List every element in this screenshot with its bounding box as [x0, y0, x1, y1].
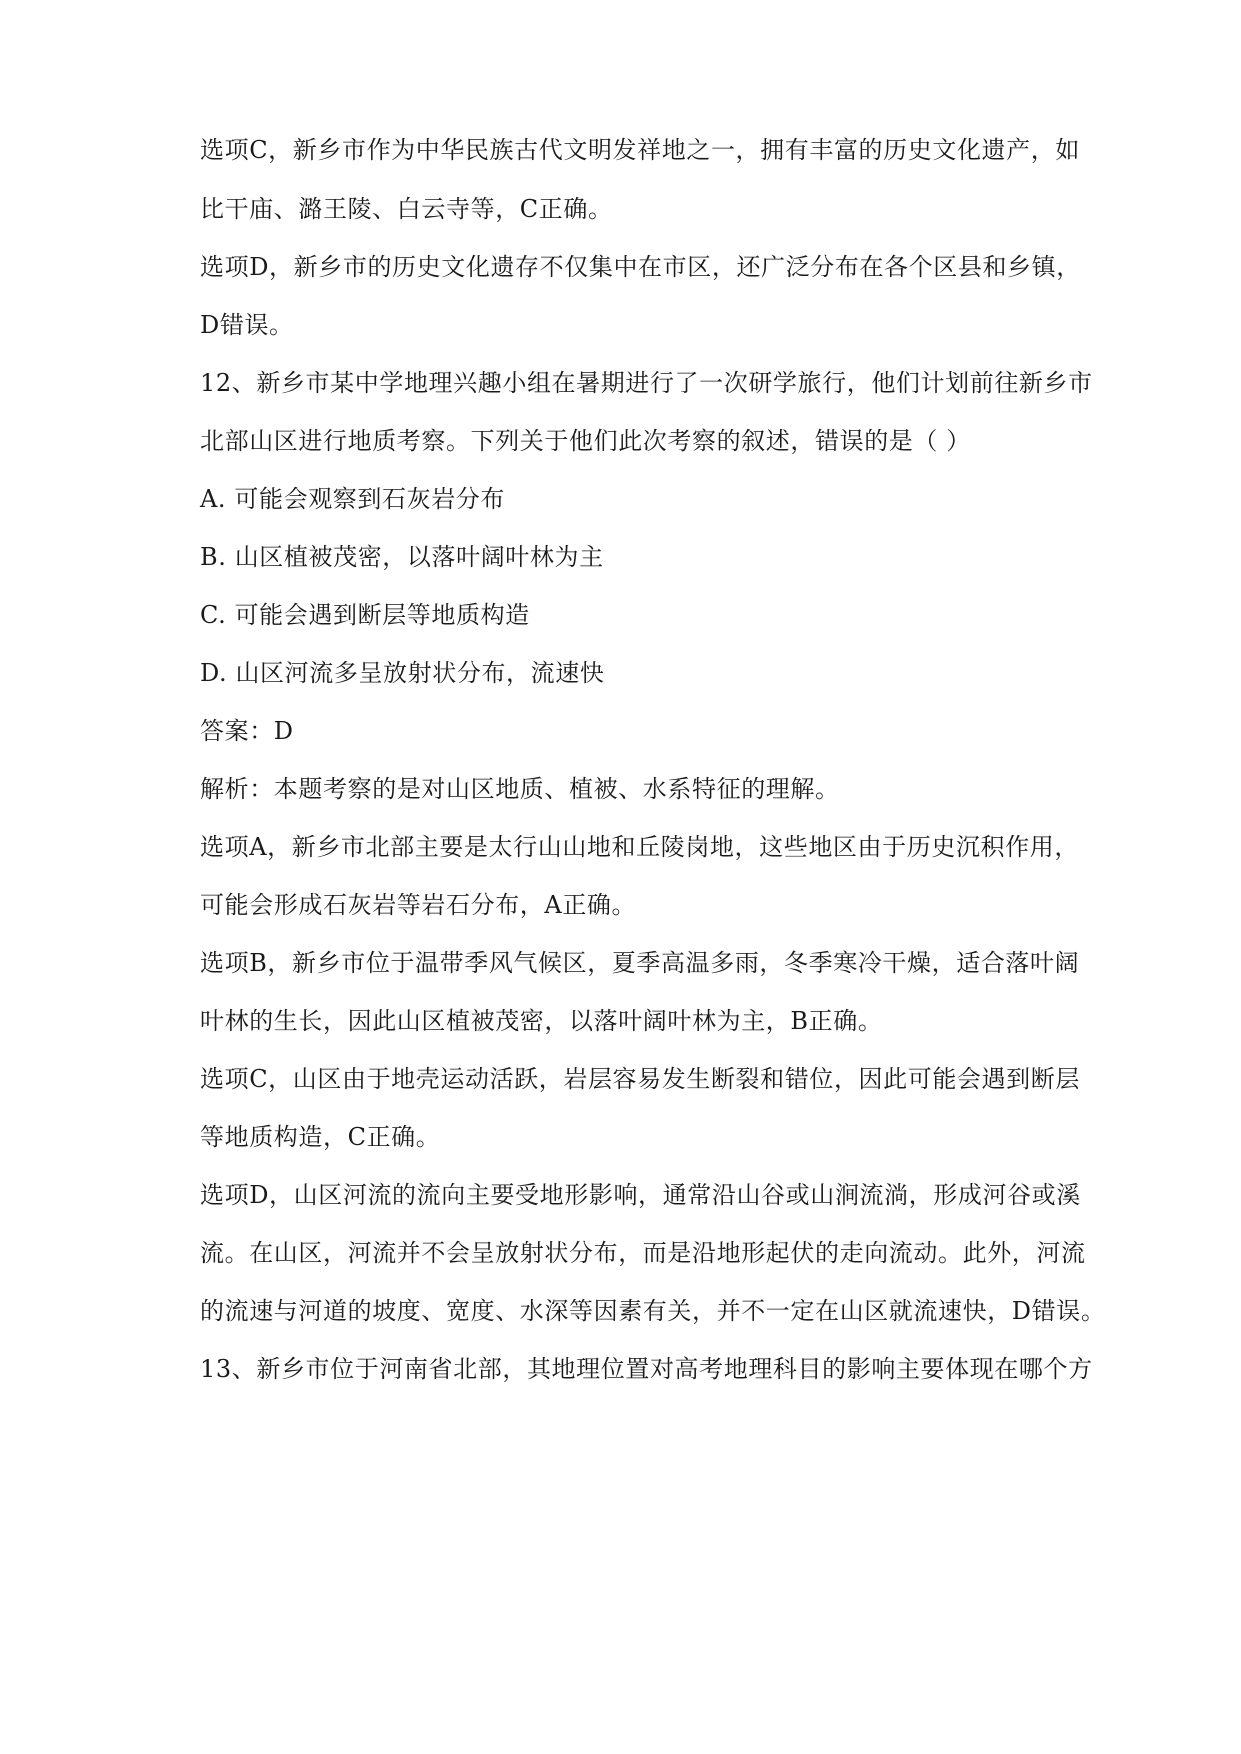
question-12-choice-d: D. 山区河流多呈放射状分布，流速快 [200, 659, 605, 687]
option-d-explanation-line-2: D错误。 [200, 311, 294, 339]
analysis-option-b-line-1: 选项B，新乡市位于温带季风气候区，夏季高温多雨，冬季寒冷干燥，适合落叶阔 [200, 949, 1080, 977]
question-12-answer: 答案：D [200, 717, 294, 745]
question-12-choice-a: A. 可能会观察到石灰岩分布 [200, 485, 505, 513]
question-13-stem-line-1: 13、新乡市位于河南省北部，其地理位置对高考地理科目的影响主要体现在哪个方 [200, 1355, 1093, 1383]
question-12-choice-b: B. 山区植被茂密，以落叶阔叶林为主 [200, 543, 604, 571]
question-12-stem-line-2: 北部山区进行地质考察。下列关于他们此次考察的叙述，错误的是（ ） [200, 427, 971, 455]
analysis-option-d-line-1: 选项D，山区河流的流向主要受地形影响，通常沿山谷或山涧流淌，形成河谷或溪 [200, 1181, 1081, 1209]
analysis-option-d-line-2: 流。在山区，河流并不会呈放射状分布，而是沿地形起伏的走向流动。此外，河流 [200, 1239, 1086, 1267]
option-d-explanation-line-1: 选项D，新乡市的历史文化遗存不仅集中在市区，还广泛分布在各个区县和乡镇， [200, 253, 1081, 281]
question-12-choice-c: C. 可能会遇到断层等地质构造 [200, 601, 530, 629]
analysis-option-c-line-2: 等地质构造，C正确。 [200, 1123, 441, 1151]
analysis-option-d-line-3: 的流速与河道的坡度、宽度、水深等因素有关，并不一定在山区就流速快，D错误。 [200, 1297, 1106, 1325]
analysis-option-c-line-1: 选项C，山区由于地壳运动活跃，岩层容易发生断裂和错位，因此可能会遇到断层 [200, 1065, 1080, 1093]
option-c-explanation-line-2: 比干庙、潞王陵、白云寺等，C正确。 [200, 195, 613, 223]
option-c-explanation-line-1: 选项C，新乡市作为中华民族古代文明发祥地之一，拥有丰富的历史文化遗产，如 [200, 136, 1080, 164]
question-12-stem-line-1: 12、新乡市某中学地理兴趣小组在暑期进行了一次研学旅行，他们计划前往新乡市 [200, 369, 1093, 397]
analysis-option-a-line-1: 选项A，新乡市北部主要是太行山山地和丘陵岗地，这些地区由于历史沉积作用， [200, 833, 1079, 861]
question-12-analysis-intro: 解析：本题考察的是对山区地质、植被、水系特征的理解。 [200, 775, 840, 803]
analysis-option-a-line-2: 可能会形成石灰岩等岩石分布，A正确。 [200, 891, 637, 919]
analysis-option-b-line-2: 叶林的生长，因此山区植被茂密，以落叶阔叶林为主，B正确。 [200, 1007, 883, 1035]
